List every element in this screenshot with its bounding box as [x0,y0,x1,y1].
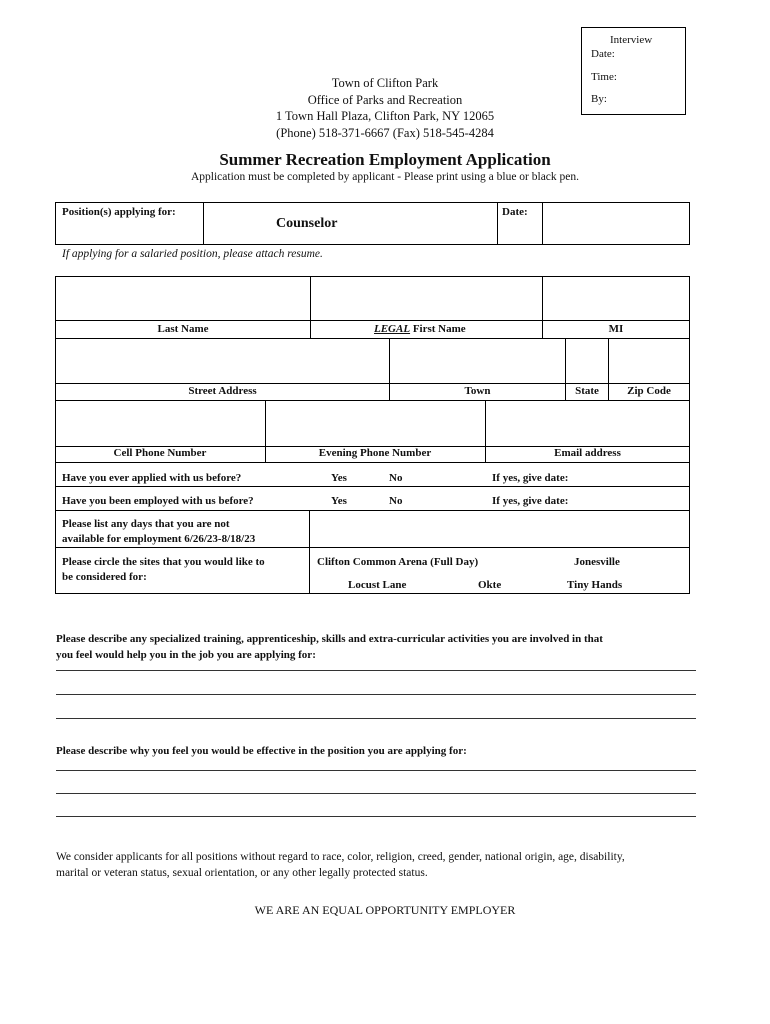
mi-input[interactable] [543,277,689,320]
org-phone: (Phone) 518-371-6667 (Fax) 518-545-4284 [276,125,494,140]
position-date-label: Date: [502,206,528,218]
unavailable-question-line2: available for employment 6/26/23-8/18/23 [62,533,256,545]
org-header [180,75,590,141]
last-name-label: Last Name [157,323,209,335]
cell-phone-input[interactable] [56,401,264,446]
training-answer-line-2[interactable] [56,694,696,695]
employed-before-question: Have you been employed with us before? [62,495,254,507]
training-question-line2: you feel would help you in the job you are applying for: [56,649,316,661]
site-jonesville[interactable]: Jonesville [574,556,620,568]
state-input[interactable] [566,339,608,383]
site-okte[interactable]: Okte [478,579,502,591]
email-label: Email address [554,447,621,459]
applied-date-field[interactable]: If yes, give date: [492,472,569,484]
first-name-input[interactable] [311,277,541,320]
interview-time-label: Time: [591,71,617,83]
employed-date-field[interactable]: If yes, give date: [492,495,569,507]
evening-phone-input[interactable] [266,401,484,446]
position-date-input[interactable] [544,204,688,243]
street-address-input[interactable] [56,339,389,383]
eeo-statement [56,849,696,881]
state-label: State [575,385,599,397]
legal-label: LEGAL [374,323,411,335]
employed-no-option[interactable]: No [389,495,403,507]
effective-answer-line-3[interactable] [56,816,696,817]
position-input[interactable]: Counselor [276,216,338,231]
first-name-text: First Name [412,323,466,335]
interview-box [581,27,686,115]
sites-question-line2: be considered for: [62,571,147,583]
training-answer-line-3[interactable] [56,718,696,719]
site-tiny-hands[interactable]: Tiny Hands [567,579,623,591]
mi-label: MI [608,323,624,335]
sites-question-line1: Please circle the sites that you would like to [62,556,265,568]
salaried-note: If applying for a salaried position, please attach resume. [62,248,323,260]
org-office: Office of Parks and Recreation [307,92,463,107]
cell-phone-label: Cell Phone Number [113,447,207,459]
page-title: Summer Recreation Employment Application [219,150,551,169]
interview-by-label: By: [591,93,607,105]
eeo-employer: WE ARE AN EQUAL OPPORTUNITY EMPLOYER [254,903,516,917]
effective-answer-line-2[interactable] [56,793,696,794]
eeo-line2: marital or veteran status, sexual orientation, or any other legally protected status. [56,867,428,879]
town-input[interactable] [390,339,565,383]
last-name-input[interactable] [56,277,310,320]
eeo-line1: We consider applicants for all positions without regard to race, color, religion, creed, gender, national origin, age, disability, [56,851,625,863]
effective-question: Please describe why you feel you would be effective in the position you are applying for: [56,745,467,757]
applied-yes-option[interactable]: Yes [331,472,347,484]
site-locust-lane[interactable]: Locust Lane [348,579,407,591]
effective-answer-line-1[interactable] [56,770,696,771]
email-input[interactable] [486,401,689,446]
interview-date-label: Date: [591,48,615,60]
org-address: 1 Town Hall Plaza, Clifton Park, NY 12065 [275,109,495,123]
applied-no-option[interactable]: No [389,472,403,484]
unavailable-question-line1: Please list any days that you are not [62,518,230,530]
zip-label: Zip Code [627,385,671,397]
page-subtitle: Application must be completed by applicant - Please print using a blue or black pen. [190,171,580,183]
position-label: Position(s) applying for: [62,206,176,218]
training-answer-line-1[interactable] [56,670,696,671]
interview-title: Interview [610,34,653,46]
training-question [56,631,696,663]
zip-input[interactable] [609,339,689,383]
applied-before-question: Have you ever applied with us before? [62,472,242,484]
unavailable-days-input[interactable] [311,512,688,546]
training-question-line1: Please describe any specialized training, apprenticeship, skills and extra-curricular activities you are involved in that [56,633,603,645]
site-clifton-common[interactable]: Clifton Common Arena (Full Day) [317,556,479,568]
evening-phone-label: Evening Phone Number [318,447,432,459]
org-name: Town of Clifton Park [331,76,439,90]
employed-yes-option[interactable]: Yes [331,495,347,507]
town-label: Town [464,385,491,397]
street-address-label: Street Address [188,385,257,397]
first-name-label [374,323,466,335]
